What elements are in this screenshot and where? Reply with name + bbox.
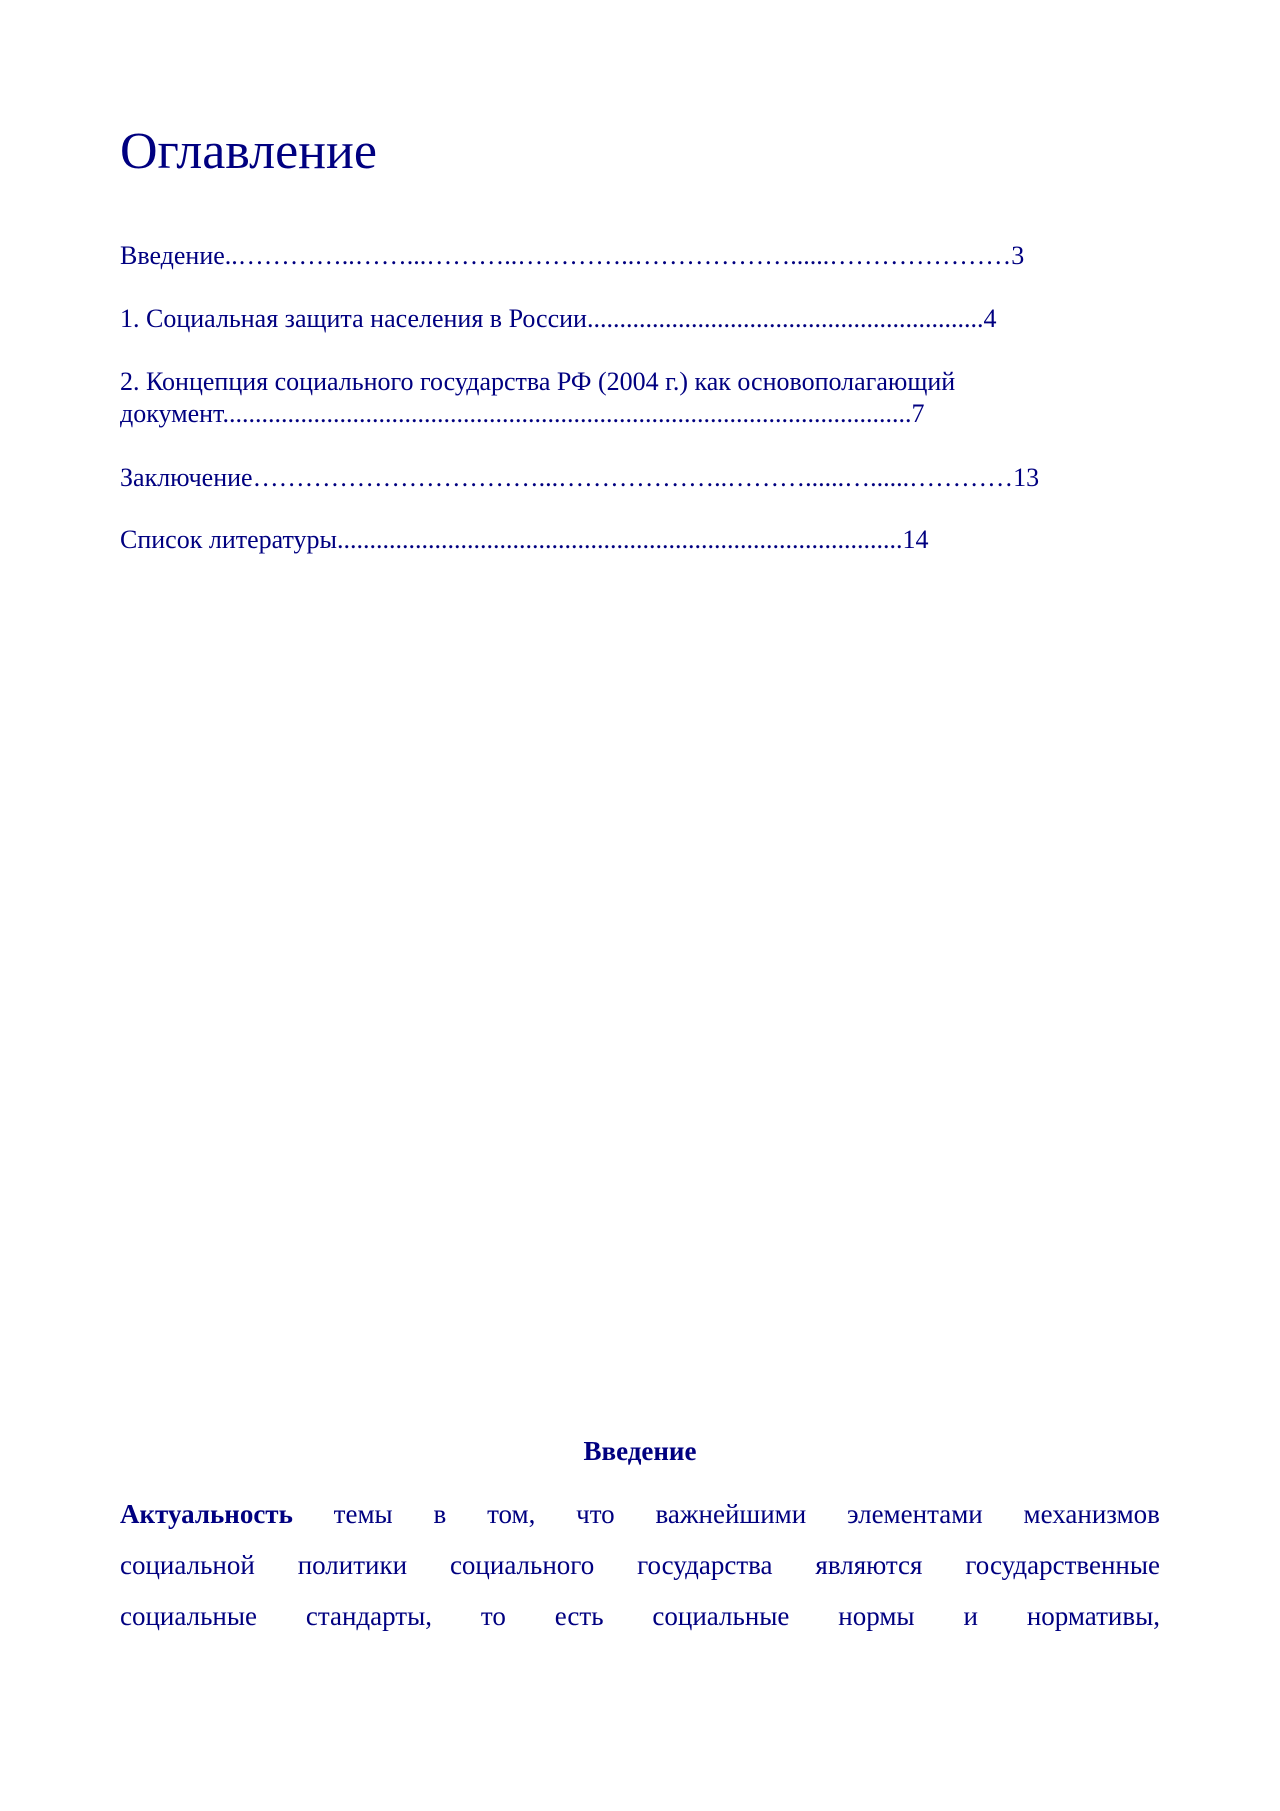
- intro-word: являются: [815, 1550, 923, 1580]
- toc-entry-text: документ..........................................................................................................7: [120, 399, 925, 428]
- toc-entry-text: Заключение……………………………...………………..………......…......…………13: [120, 463, 1040, 492]
- intro-bold-word: Актуальность: [120, 1499, 293, 1529]
- toc-entry-bibliography[interactable]: [120, 524, 1160, 556]
- intro-word: что: [576, 1499, 615, 1529]
- toc-entry-text: Введение..…………..……...………..…………..………………......…………………3: [120, 241, 1025, 270]
- toc-entry-text: Список литературы.......................................................................................14: [120, 525, 929, 554]
- intro-word: социальные: [652, 1601, 790, 1631]
- toc-entry-text: 1. Социальная защита населения в России.............................................................4: [120, 304, 997, 333]
- intro-word: социальной: [120, 1550, 255, 1580]
- intro-word: государственные: [965, 1550, 1160, 1580]
- toc-title: Оглавление: [120, 123, 377, 180]
- intro-word: и: [963, 1601, 978, 1631]
- intro-word: нормативы,: [1026, 1601, 1160, 1631]
- intro-word: государства: [637, 1550, 773, 1580]
- intro-paragraph-line: [120, 1599, 1160, 1633]
- intro-paragraph-line: [120, 1497, 1160, 1531]
- intro-paragraph-line: [120, 1548, 1160, 1582]
- intro-word: том,: [487, 1499, 536, 1529]
- intro-word: в: [433, 1499, 447, 1529]
- intro-word: стандарты,: [305, 1601, 432, 1631]
- intro-word: механизмов: [1023, 1499, 1160, 1529]
- intro-word: важнейшими: [655, 1499, 807, 1529]
- intro-word: то: [480, 1601, 506, 1631]
- toc-entry-introduction[interactable]: [120, 240, 1160, 272]
- toc-entry-social-protection[interactable]: [120, 303, 1160, 335]
- intro-word: социального: [449, 1550, 595, 1580]
- intro-word: есть: [554, 1601, 604, 1631]
- intro-word: политики: [297, 1550, 408, 1580]
- intro-word: нормы: [838, 1601, 915, 1631]
- intro-word: элементами: [847, 1499, 983, 1529]
- intro-heading: Введение: [583, 1436, 697, 1466]
- toc-entry-concept[interactable]: [120, 366, 1160, 430]
- intro-word: социальные: [120, 1601, 257, 1631]
- intro-word: темы: [333, 1499, 393, 1529]
- toc-entry-conclusion[interactable]: [120, 462, 1160, 494]
- toc-entry-text: 2. Концепция социального государства РФ (2004 г.) как основополагающий: [120, 367, 956, 396]
